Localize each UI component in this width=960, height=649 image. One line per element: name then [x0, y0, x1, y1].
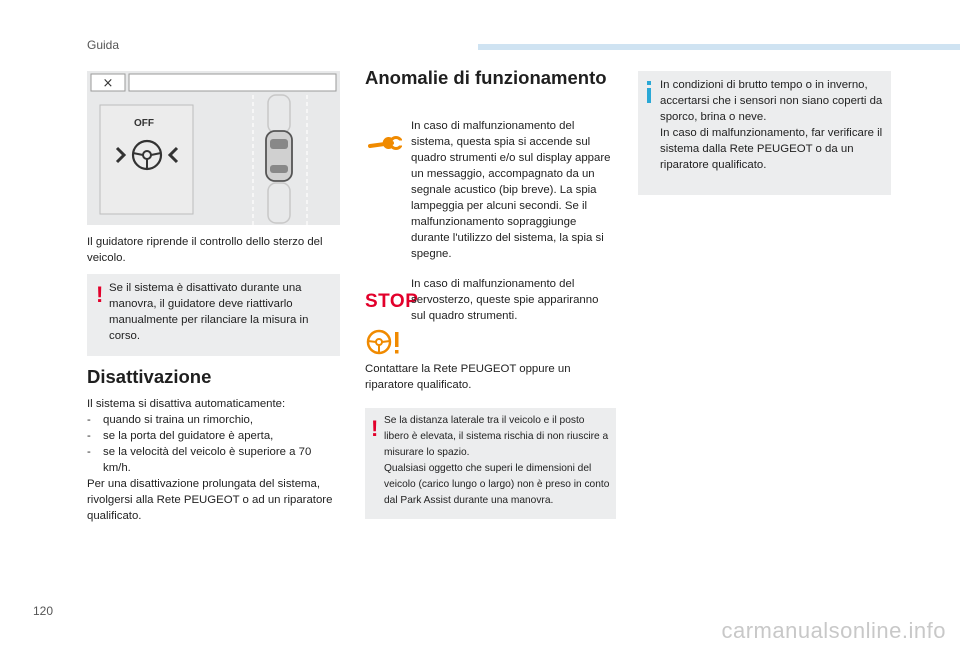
page-number: 120 [33, 604, 54, 618]
malfunction-system-text: In caso di malfunzionamento del sistema, questa spia si accende sul quadro strumenti e/o sul display appare un messaggio, accompagnato da un segnale acustico (bip breve). La spia lampeggia per alcuni secondi. Se il malfunzionamento sopraggiunge durante l'utilizzo del sistema, la spia si spegne. [411, 120, 611, 260]
section-title-disattivazione: Disattivazione [87, 366, 212, 387]
list-item: - se la velocità del veicolo è superiore a 70 km/h. [87, 446, 312, 474]
disattivazione-intro: Il sistema si disattiva automaticamente: [87, 398, 286, 410]
warning-icon: ! [371, 416, 379, 441]
warning-text: Se la distanza laterale tra il veicolo e il posto libero è elevata, il sistema rischia di non riuscire a misurare lo spazio. [384, 415, 609, 458]
parking-lane-icon [253, 95, 307, 225]
disattivazione-body [87, 396, 343, 524]
section-header: Guida [87, 38, 120, 52]
stop-icon: STOP [365, 291, 419, 312]
list-item: - quando si traina un rimorchio, [87, 414, 254, 426]
warning-icon: ! [96, 282, 104, 307]
park-assist-illustration [87, 71, 340, 225]
steering-fault-icon [366, 328, 404, 358]
malfunction-steering-text: In caso di malfunzionamento del servosterzo, queste spie appariranno sul quadro strumenti. [411, 278, 599, 322]
warning-text: Se il sistema è disattivato durante una manovra, il guidatore deve riattivarlo manualmente per rilanciare la misura in corso. [109, 282, 309, 342]
contact-text: Contattare la Rete PEUGEOT oppure un riparatore qualificato. [365, 363, 571, 391]
info-icon [647, 81, 651, 103]
info-text: In condizioni di brutto tempo o in inverno, accertarsi che i sensori non siano coperti da sporco, brina o neve. [660, 79, 883, 123]
weather-info-note [638, 71, 891, 195]
watermark: carmanualsonline.info [721, 618, 946, 643]
illustration-caption: Il guidatore riprende il controllo dello sterzo del veicolo. [87, 236, 323, 264]
disattivazione-outro: Per una disattivazione prolungata del sistema, rivolgersi alla Rete PEUGEOT o ad un riparatore qualificato. [87, 478, 333, 522]
list-item: - se la porta del guidatore è aperta, [87, 430, 274, 442]
off-label: OFF [134, 118, 154, 129]
deactivation-warning-note [87, 274, 340, 356]
section-title-anomalie: Anomalie di funzionamento [365, 67, 607, 88]
warning-text: Qualsiasi oggetto che superi le dimensioni del veicolo (carico lungo o largo) non è preso in conto dal Park Assist durante una manovra. [384, 463, 610, 506]
header-bar [478, 44, 960, 50]
wrench-icon [366, 136, 402, 152]
distance-warning-note [365, 408, 616, 519]
close-icon: × [102, 76, 114, 91]
info-text: In caso di malfunzionamento, far verificare il sistema dalla Rete PEUGEOT o da un riparatore qualificato. [660, 127, 883, 171]
